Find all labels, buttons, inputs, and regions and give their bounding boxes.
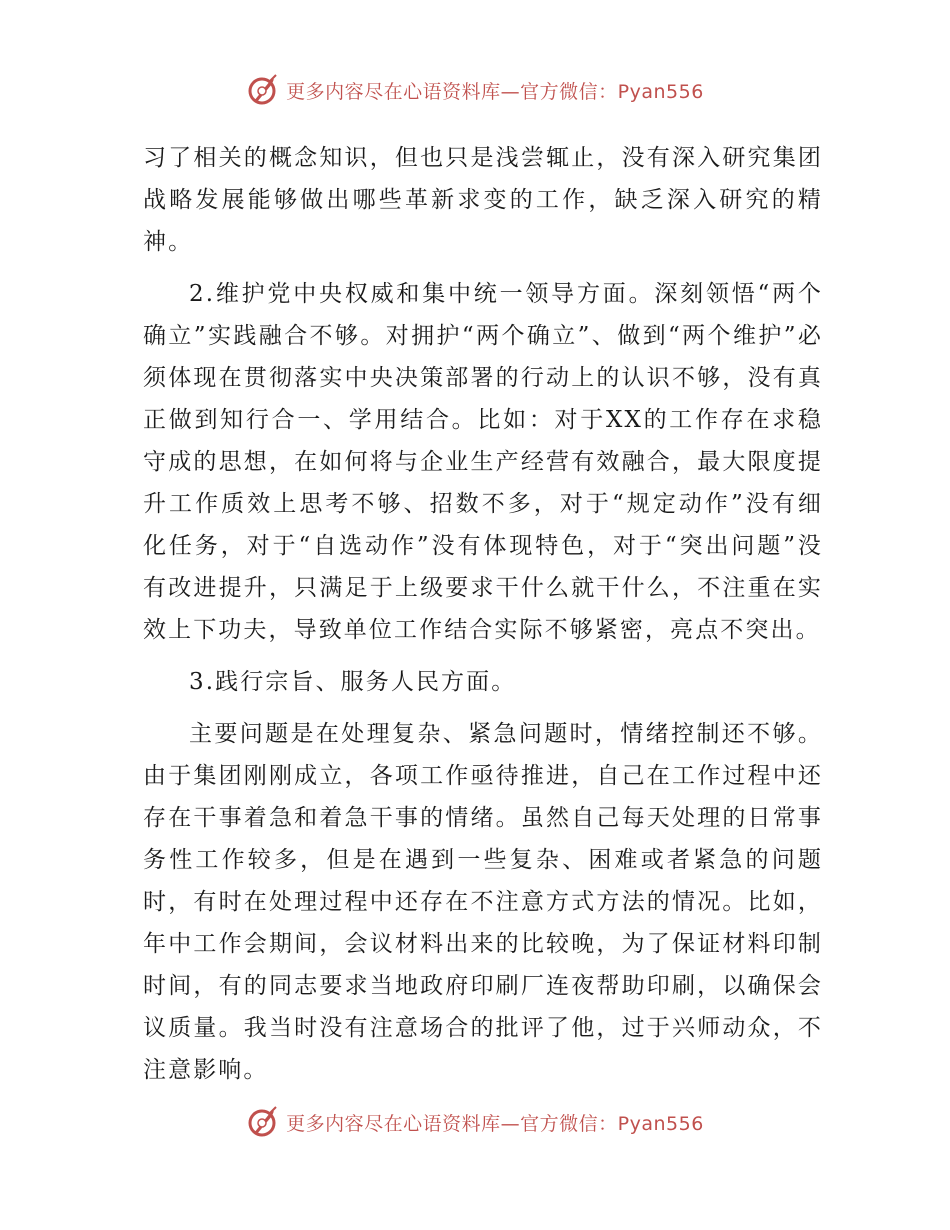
document-body	[143, 137, 823, 1101]
quill-logo-icon	[246, 73, 280, 107]
footer-banner	[0, 1102, 950, 1142]
paragraph-continuation: 习了相关的概念知识，但也只是浅尝辄止，没有深入研究集团战略发展能够做出哪些革新求变的工作，缺乏深入研究的精神。	[143, 145, 823, 255]
paragraph-section-3-heading: 3.践行宗旨、服务人民方面。	[189, 669, 517, 695]
paragraph-section-3-body: 主要问题是在处理复杂、紧急问题时，情绪控制还不够。由于集团刚刚成立，各项工作亟待推进，自己在工作过程中还存在干事着急和着急干事的情绪。虽然自己每天处理的日常事务性工作较多，但是在遇到一些复杂、困难或者紧急的问题时，有时在处理过程中还存在不注意方式方法的情况。比如，年中工作会期间，会议材料出来的比较晚，为了保证材料印制时间，有的同志要求当地政府印刷厂连夜帮助印刷，以确保会议质量。我当时没有注意场合的批评了他，过于兴师动众，不注意影响。	[143, 721, 823, 1083]
paragraph-section-2: 2.维护党中央权威和集中统一领导方面。深刻领悟“两个确立”实践融合不够。对拥护“两个确立”、做到“两个维护”必须体现在贯彻落实中央决策部署的行动上的认识不够，没有真正做到知行合一、学用结合。比如：对于XX的工作存在求稳守成的思想，在如何将与企业生产经营有效融合，最大限度提升工作质效上思考不够、招数不多，对于“规定动作”没有细化任务，对于“自选动作”没有体现特色，对于“突出问题”没有改进提升，只满足于上级要求干什么就干什么，不注重在实效上下功夫，导致单位工作结合实际不够紧密，亮点不突出。	[143, 281, 823, 643]
header-banner	[0, 70, 950, 110]
footer-banner-text: 更多内容尽在心语资料库—官方微信：Pyan556	[286, 1112, 704, 1135]
header-banner-text: 更多内容尽在心语资料库—官方微信：Pyan556	[286, 80, 704, 103]
quill-logo-icon	[246, 1105, 280, 1139]
